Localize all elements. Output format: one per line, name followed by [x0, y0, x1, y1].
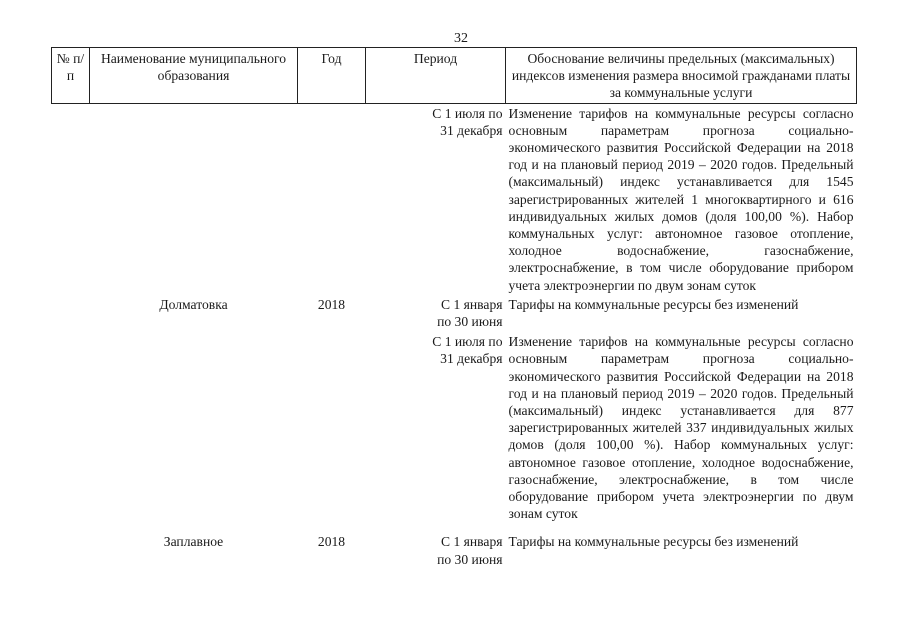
row-period — [366, 522, 506, 567]
period-line-start: С 1 июля по — [432, 334, 503, 350]
period-line-end: 31 декабря — [440, 351, 503, 367]
row-reason: Тарифы на коммунальные ресурсы без изменений — [508, 296, 799, 312]
row-reason: Изменение тарифов на коммунальные ресурсы согласно основным параметрам прогноза социально-экономического развития Российской Федерации на 2018 год и на плановый период 2019 – 2020 годов. Предельный (максимальный) индекс устанавливается для 877 зарегистрированных жителей 337 индивидуальных жилых домов (доля 100,00 %). Набор коммунальных услуг: автономное газовое отопление, холодное водоснабжение, газоснабжение, электроснабжение, в том числе оборудование прибором учета электроэнергии по двум зонам суток — [508, 334, 854, 522]
row-municipality — [90, 103, 298, 294]
row-year: 2018 — [317, 534, 346, 550]
tariff-table — [51, 47, 857, 568]
row-num — [52, 522, 90, 567]
row-municipality: Долматовка — [159, 296, 228, 312]
row-period — [366, 330, 506, 522]
period-line-end: 31 декабря — [440, 122, 503, 138]
header-num: № п/п — [52, 48, 90, 104]
row-year — [298, 103, 366, 294]
period-line-start: С 1 июля по — [432, 105, 503, 121]
period-line-start: С 1 января — [440, 296, 503, 312]
period-line-end: по 30 июня — [437, 551, 503, 567]
row-num — [52, 103, 90, 294]
table-header — [52, 48, 857, 104]
period-line-end: по 30 июня — [437, 314, 503, 330]
table-row — [52, 522, 857, 567]
table-row — [52, 103, 857, 294]
header-municipality: Наименование муниципального образования — [90, 48, 298, 104]
table-row — [52, 330, 857, 522]
page-number: 32 — [454, 31, 468, 46]
header-reason: Обоснование величины предельных (максимальных) индексов изменения размера вносимой гражданами платы за коммунальные услуги — [506, 48, 857, 104]
header-year: Год — [298, 48, 366, 104]
row-period — [366, 103, 506, 294]
row-year: 2018 — [317, 296, 346, 312]
row-num — [52, 294, 90, 330]
table-body — [52, 103, 857, 568]
table-row — [52, 294, 857, 330]
row-period — [366, 294, 506, 330]
row-reason: Изменение тарифов на коммунальные ресурсы согласно основным параметрам прогноза социально-экономического развития Российской Федерации на 2018 год и на плановый период 2019 – 2020 годов. Предельный (максимальный) индекс устанавливается для 1545 зарегистрированных жителей 1 многоквартирного и 616 индивидуальных жилых домов (доля 100,00 %). Набор коммунальных услуг: автономное газовое отопление, холодное водоснабжение, газоснабжение, электроснабжение, в том числе оборудование прибором учета электроэнергии по двум зонам суток — [508, 105, 854, 293]
row-municipality: Заплавное — [163, 534, 224, 550]
row-year — [298, 330, 366, 522]
row-num — [52, 330, 90, 522]
period-line-start: С 1 января — [440, 534, 503, 550]
header-period: Период — [366, 48, 506, 104]
row-reason: Тарифы на коммунальные ресурсы без изменений — [508, 534, 799, 550]
row-municipality — [90, 330, 298, 522]
